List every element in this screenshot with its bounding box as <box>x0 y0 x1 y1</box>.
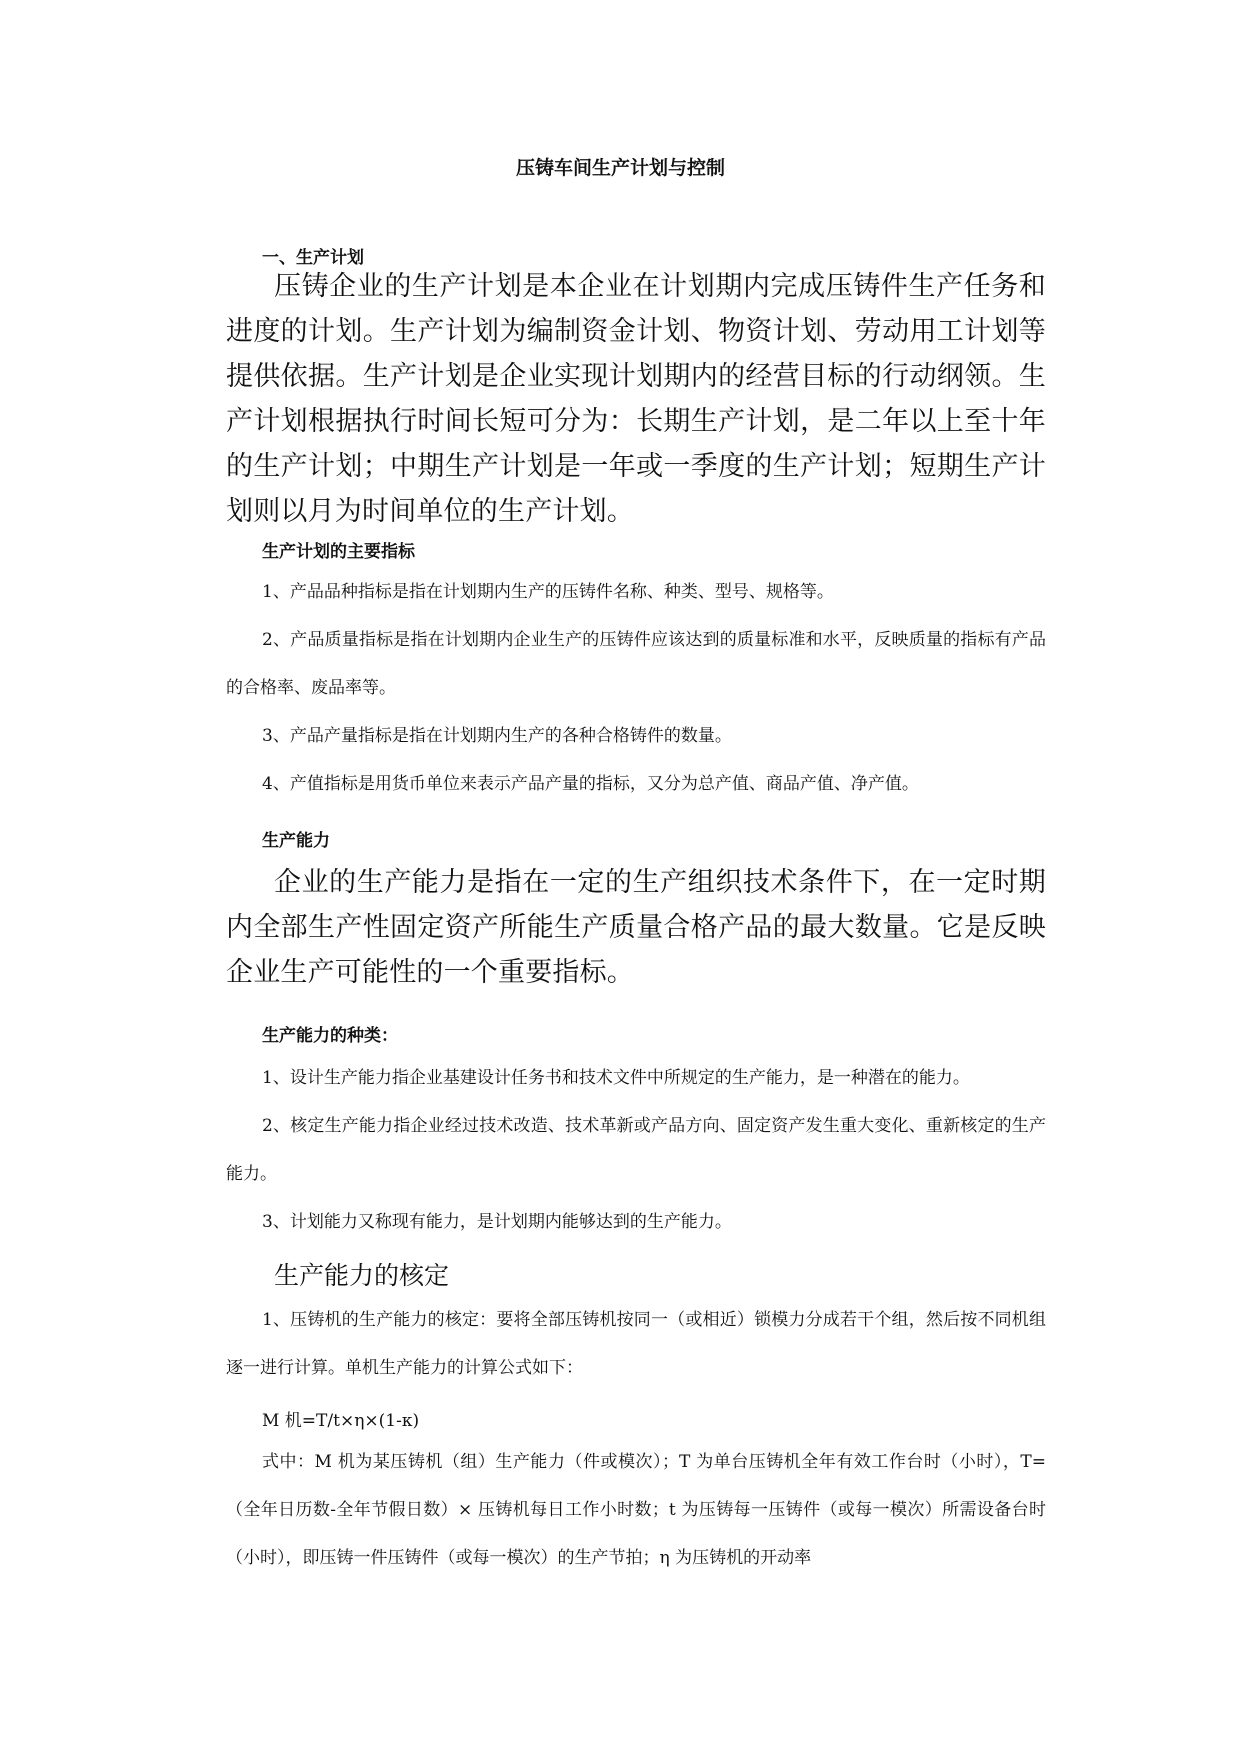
capacity-paragraph: 企业的生产能力是指在一定的生产组织技术条件下，在一定时期内全部生产性固定资产所能生产质量合格产品的最大数量。它是反映企业生产可能性的一个重要指标。 <box>226 867 1046 988</box>
formula-explanation: 式中：M 机为某压铸机（组）生产能力（件或模次）；T 为单台压铸机全年有效工作台时（小时），T=（全年日历数-全年节假日数）× 压铸机每日工作小时数；t 为压铸每一压铸件（或每一模次）所需设备台时（小时），即压铸一件压铸件（或每一模次）的生产节拍；η 为压铸机的开动率 <box>226 1452 1046 1568</box>
indicators-heading: 生产计划的主要指标 <box>262 542 415 562</box>
indicator-item-2: 2、产品质量指标是指在计划期内企业生产的压铸件应该达到的质量标准和水平，反映质量的指标有产品的合格率、废品率等。 <box>226 630 1046 698</box>
capacity-type-2: 2、核定生产能力指企业经过技术改造、技术革新或产品方向、固定资产发生重大变化、重新核定的生产能力。 <box>226 1116 1046 1184</box>
verification-item-1: 1、压铸机的生产能力的核定：要将全部压铸机按同一（或相近）锁模力分成若干个组，然后按不同机组逐一进行计算。单机生产能力的计算公式如下： <box>226 1310 1046 1378</box>
capacity-type-3: 3、计划能力又称现有能力，是计划期内能够达到的生产能力。 <box>262 1212 732 1232</box>
capacity-verification-heading: 生产能力的核定 <box>274 1261 450 1290</box>
capacity-formula: M 机=T/t×η×(1-κ) <box>262 1411 420 1431</box>
capacity-heading: 生产能力 <box>262 831 330 851</box>
capacity-type-1: 1、设计生产能力指企业基建设计任务书和技术文件中所规定的生产能力，是一种潜在的能力。 <box>262 1068 970 1088</box>
indicator-item-3: 3、产品产量指标是指在计划期内生产的各种合格铸件的数量。 <box>262 726 732 746</box>
section-heading-production-plan: 一、生产计划 <box>262 248 364 268</box>
capacity-types-heading: 生产能力的种类： <box>262 1026 398 1046</box>
document-title: 压铸车间生产计划与控制 <box>515 157 725 179</box>
indicator-item-4: 4、产值指标是用货币单位来表示产品产量的指标，又分为总产值、商品产值、净产值。 <box>262 774 919 794</box>
production-plan-paragraph: 压铸企业的生产计划是本企业在计划期内完成压铸件生产任务和进度的计划。生产计划为编制资金计划、物资计划、劳动用工计划等提供依据。生产计划是企业实现计划期内的经营目标的行动纲领。生产计划根据执行时间长短可分为：长期生产计划，是二年以上至十年的生产计划；中期生产计划是一年或一季度的生产计划；短期生产计划则以月为时间单位的生产计划。 <box>226 271 1046 527</box>
indicator-item-1: 1、产品品种指标是指在计划期内生产的压铸件名称、种类、型号、规格等。 <box>262 582 834 602</box>
